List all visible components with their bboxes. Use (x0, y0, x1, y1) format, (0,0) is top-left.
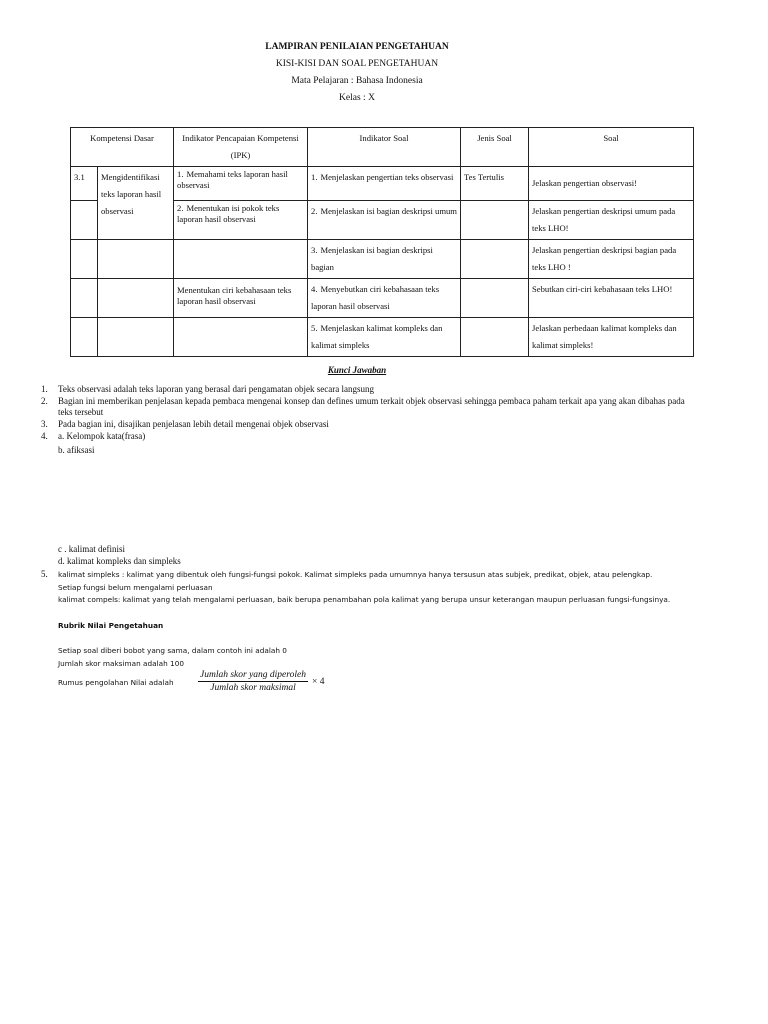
ipk-text: Menentukan isi pokok teks laporan hasil observasi (177, 203, 280, 224)
header-soal: Soal (529, 128, 694, 167)
list-item (41, 556, 691, 567)
rubric-line: Jumlah skor maksiman adalah 100 (58, 659, 184, 668)
ipk-cell-empty (174, 318, 308, 357)
kd-text-empty (98, 240, 174, 279)
indikator-text: Menjelaskan kalimat kompleks dan kalimat simpleks (311, 323, 443, 350)
kd-number-empty (71, 279, 98, 318)
indikator-number: 4. (311, 284, 318, 294)
answer-number: 1. (41, 384, 48, 394)
indikator-text: Menyebutkan ciri kebahasaan teks laporan hasil observasi (311, 284, 440, 311)
indikator-cell (308, 279, 461, 318)
answer-number: 4. (41, 431, 48, 441)
indikator-cell (308, 201, 461, 240)
kd-number: 3.1 (71, 167, 98, 201)
ipk-cell (174, 167, 308, 201)
kd-number-empty (71, 318, 98, 357)
soal-cell: Sebutkan ciri-ciri kebahasaan teks LHO! (529, 279, 694, 318)
kd-number-empty (71, 240, 98, 279)
indikator-cell (308, 167, 461, 201)
list-item (41, 396, 691, 418)
indikator-number: 3. (311, 245, 318, 255)
answer-subitem: d. kalimat kompleks dan simpleks (58, 556, 181, 566)
list-item (41, 569, 691, 581)
soal-cell: Jelaskan pengertian observasi! (529, 167, 694, 201)
list-item (41, 419, 691, 430)
table-row (71, 240, 694, 279)
jenis-soal-cell: Tes Tertulis (461, 167, 529, 201)
list-item (41, 658, 691, 670)
assessment-grid-table (70, 127, 694, 357)
answer-text: Bagian ini memberikan penjelasan kepada pembaca mengenai konsep dan defines umum terkait objek observasi sehingga pembaca paham terkait apa yang akan dibahas pada teks tersebut (58, 396, 685, 417)
answer-line: kalimat simpleks : kalimat yang dibentuk oleh fungsi-fungsi pokok. Kalimat simpleks pada umumnya hanya tersusun atas subjek, predikat, objek, atau pelengkap. (58, 570, 653, 579)
list-item (41, 544, 691, 555)
list-item (41, 582, 691, 594)
class-line: Kelas : X (339, 93, 375, 103)
indikator-text: Menjelaskan isi bagian deskripsi umum (320, 206, 457, 216)
soal-cell: Jelaskan pengertian deskripsi bagian pada teks LHO ! (529, 240, 694, 279)
answer-number: 3. (41, 419, 48, 429)
indikator-number: 5. (311, 323, 318, 333)
rubric-line: Setiap soal diberi bobot yang sama, dalam contoh ini adalah 0 (58, 646, 287, 655)
list-item (41, 431, 691, 442)
list-item (41, 594, 691, 606)
ipk-text: Memahami teks laporan hasil observasi (177, 169, 288, 190)
jenis-soal-cell-empty (461, 201, 529, 240)
answer-line: Setiap fungsi belum mengalami perluasan (58, 583, 213, 592)
soal-cell: Jelaskan pengertian deskripsi umum pada teks LHO! (529, 201, 694, 240)
formula-numerator: Jumlah skor yang diperoleh (200, 670, 306, 680)
list-item (41, 384, 691, 395)
formula-denominator: Jumlah skor maksimal (210, 683, 296, 693)
formula-multiplier: × 4 (311, 676, 325, 687)
table-row (71, 167, 694, 201)
jenis-soal-cell-empty (461, 279, 529, 318)
kd-number-empty (71, 201, 98, 240)
list-item (41, 445, 691, 456)
ipk-text: Menentukan ciri kebahasaan teks laporan hasil observasi (177, 285, 292, 306)
jenis-soal-cell-empty (461, 318, 529, 357)
doc-subtitle: KISI-KISI DAN SOAL PENGETAHUAN (275, 59, 439, 69)
header-indikator-soal: Indikator Soal (308, 128, 461, 167)
answer-line: kalimat compels: kalimat yang telah mengalami perluasan, baik berupa penambahan pola kalimat yang berupa unsur keterangan maupun perluasan fungsi-fungsinya. (58, 595, 671, 604)
header-kompetensi-dasar: Kompetensi Dasar (71, 128, 174, 167)
ipk-cell (174, 201, 308, 240)
score-formula (198, 670, 324, 693)
rubric-section (41, 620, 691, 631)
kd-text: Mengidentifikasi teks laporan hasil observasi (98, 167, 174, 240)
answer-text: Pada bagian ini, disajikan penjelasan lebih detail mengenai objek observasi (58, 419, 329, 429)
indikator-number: 1. (311, 172, 318, 182)
answer-text: a. Kelompok kata(frasa) (58, 431, 146, 441)
ipk-number: 1. (177, 169, 184, 179)
list-item (41, 645, 691, 657)
doc-title: LAMPIRAN PENILAIAN PENGETAHUAN (265, 42, 449, 52)
kd-text-empty (98, 318, 174, 357)
answer-number: 5. (41, 569, 48, 579)
ipk-number: 2. (177, 203, 184, 213)
ipk-cell (174, 279, 308, 318)
answer-number: 2. (41, 396, 48, 406)
list-item (41, 677, 691, 689)
indikator-cell (308, 240, 461, 279)
kd-text-empty (98, 279, 174, 318)
answer-text: Teks observasi adalah teks laporan yang berasal dari pengamatan objek secara langsung (58, 384, 374, 394)
header-jenis-soal: Jenis Soal (461, 128, 529, 167)
indikator-number: 2. (311, 206, 318, 216)
subject-line: Mata Pelajaran : Bahasa Indonesia (291, 76, 423, 86)
answer-subitem: b. afiksasi (58, 445, 95, 455)
table-header-row (71, 128, 694, 167)
indikator-text: Menjelaskan pengertian teks observasi (320, 172, 454, 182)
indikator-cell (308, 318, 461, 357)
table-row (71, 279, 694, 318)
table-row (71, 318, 694, 357)
soal-cell: Jelaskan perbedaan kalimat kompleks dan kalimat simpleks! (529, 318, 694, 357)
indikator-text: Menjelaskan isi bagian deskripsi bagian (311, 245, 433, 272)
formula-label: Rumus pengolahan Nilai adalah (58, 678, 174, 687)
answer-key-title: Kunci Jawaban (327, 365, 387, 375)
rubric-title: Rubrik Nilai Pengetahuan (58, 621, 164, 630)
jenis-soal-cell-empty (461, 240, 529, 279)
header-ipk: Indikator Pencapaian Kompetensi (IPK) (174, 128, 308, 167)
ipk-cell-empty (174, 240, 308, 279)
answer-subitem: c . kalimat definisi (58, 544, 125, 554)
